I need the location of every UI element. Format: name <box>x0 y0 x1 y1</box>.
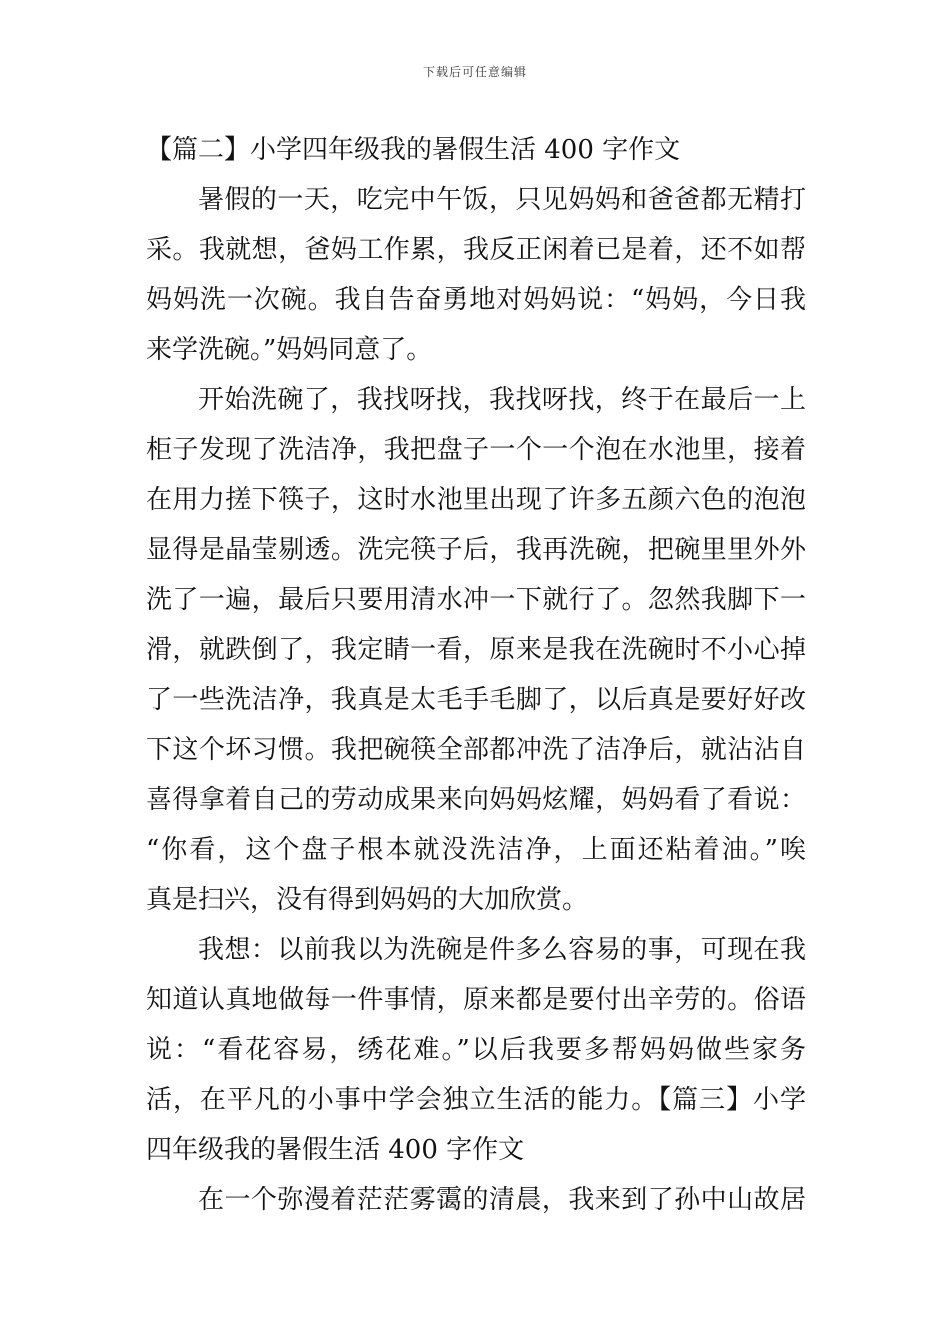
text-line: 喜得拿着自己的劳动成果来向妈妈炫耀，妈妈看了看说： <box>146 785 806 815</box>
text-line: 柜子发现了洗洁净，我把盘子一个一个泡在水池里，接着 <box>146 435 806 465</box>
text-line: “你看，这个盘子根本就没洗洁净，上面还粘着油。”唉 <box>146 835 806 865</box>
text-line: 活，在平凡的小事中学会独立生活的能力。【篇三】小学 <box>146 1085 806 1115</box>
text-line: 来学洗碗。”妈妈同意了。 <box>146 335 433 365</box>
text-line: 在一个弥漫着茫茫雾霭的清晨，我来到了孙中山故居 <box>198 1185 806 1215</box>
text-line: 滑，就跌倒了，我定睛一看，原来是我在洗碗时不小心掉 <box>146 635 806 665</box>
text-line: 下这个坏习惯。我把碗筷全部都冲洗了洁净后，就沾沾自 <box>146 735 806 765</box>
page-header: 下载后可任意编辑 <box>422 65 527 79</box>
text-line: 【篇二】小学四年级我的暑假生活 400 字作文 <box>146 135 681 165</box>
text-line: 妈妈洗一次碗。我自告奋勇地对妈妈说：“妈妈，今日我 <box>146 285 806 315</box>
text-line: 了一些洗洁净，我真是太毛手毛脚了，以后真是要好好改 <box>146 685 806 715</box>
text-line: 开始洗碗了，我找呀找，我找呀找，终于在最后一上 <box>198 385 806 415</box>
text-line: 在用力搓下筷子，这时水池里出现了许多五颜六色的泡泡 <box>146 485 806 515</box>
document-body <box>146 125 806 1225</box>
text-line: 采。我就想，爸妈工作累，我反正闲着已是着，还不如帮 <box>146 235 806 265</box>
text-line: 暑假的一天，吃完中午饭，只见妈妈和爸爸都无精打 <box>198 185 806 215</box>
text-line: 知道认真地做每一件事情，原来都是要付出辛劳的。俗语 <box>146 985 806 1015</box>
text-line: 我想：以前我以为洗碗是件多么容易的事，可现在我 <box>198 935 806 965</box>
text-line: 真是扫兴，没有得到妈妈的大加欣赏。 <box>146 885 589 915</box>
text-line: 洗了一遍，最后只要用清水冲一下就行了。忽然我脚下一 <box>146 585 806 615</box>
text-line: 四年级我的暑假生活 400 字作文 <box>146 1135 525 1165</box>
text-line: 说：“看花容易，绣花难。”以后我要多帮妈妈做些家务 <box>146 1035 806 1065</box>
text-line: 显得是晶莹剔透。洗完筷子后，我再洗碗，把碗里里外外 <box>146 535 806 565</box>
